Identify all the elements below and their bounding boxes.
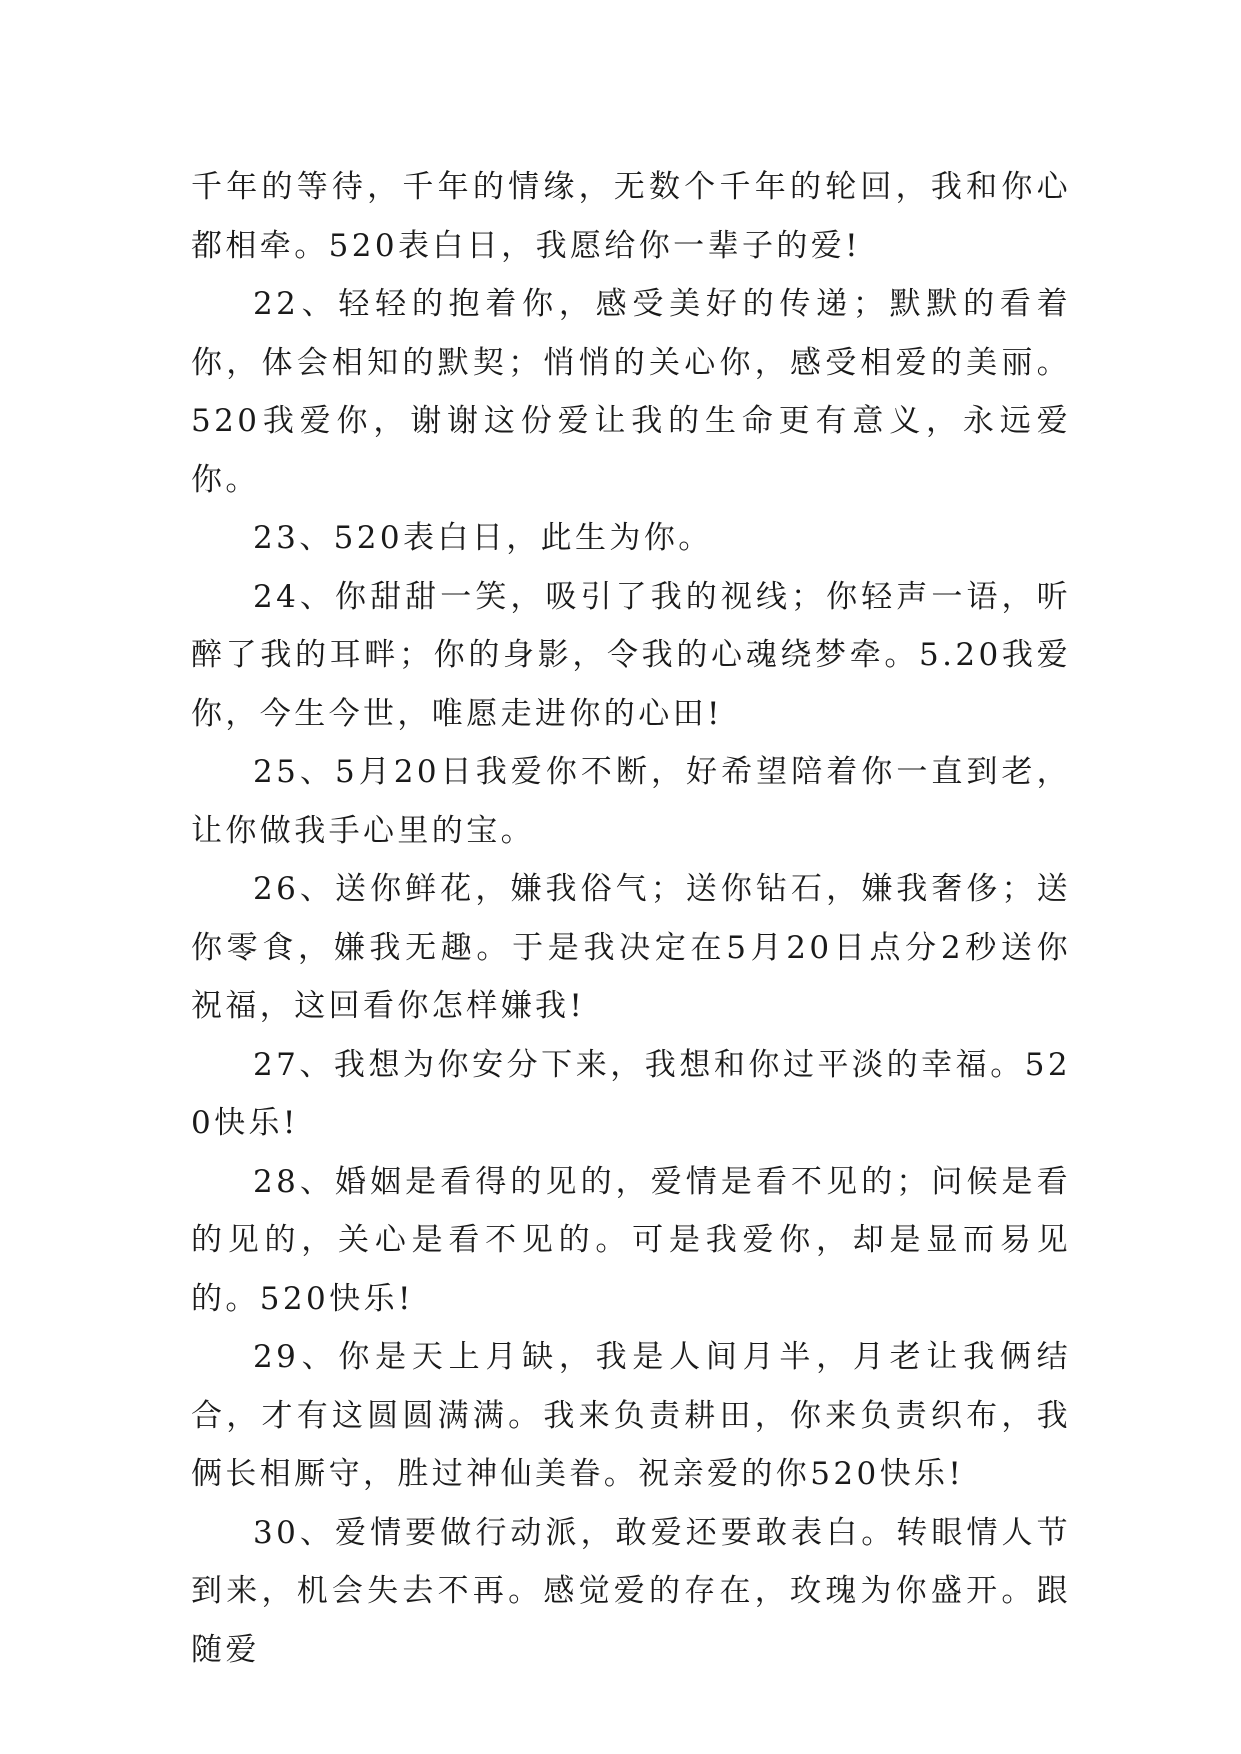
paragraph-30: 30、爱情要做行动派，敢爱还要敢表白。转眼情人节到来，机会失去不再。感觉爱的存在，玫瑰为你盛开。跟随爱 [191, 1514, 1071, 1668]
paragraph-23: 23、520表白日，此生为你。 [253, 520, 713, 556]
paragraph-28: 28、婚姻是看得的见的，爱情是看不见的；问候是看的见的，关心是看不见的。可是我爱你，却是显而易见的。520快乐! [191, 1163, 1071, 1317]
paragraph-22: 22、轻轻的抱着你，感受美好的传递；默默的看着你，体会相知的默契；悄悄的关心你，感受相爱的美丽。520我爱你，谢谢这份爱让我的生命更有意义，永远爱你。 [191, 286, 1071, 498]
paragraph-24: 24、你甜甜一笑，吸引了我的视线；你轻声一语，听醉了我的耳畔；你的身影，令我的心魂绕梦牵。5.20我爱你，今生今世，唯愿走进你的心田! [191, 578, 1071, 732]
paragraph-29: 29、你是天上月缺，我是人间月半，月老让我俩结合，才有这圆圆满满。我来负责耕田，你来负责织布，我俩长相厮守，胜过神仙美眷。祝亲爱的你520快乐! [191, 1339, 1071, 1492]
document-body [191, 158, 1071, 1679]
paragraph-continuation: 千年的等待，千年的情缘，无数个千年的轮回，我和你心都相牵。520表白日，我愿给你一辈子的爱! [191, 169, 1071, 264]
paragraph-25: 25、5月20日我爱你不断，好希望陪着你一直到老，让你做我手心里的宝。 [191, 754, 1071, 849]
paragraph-26: 26、送你鲜花，嫌我俗气；送你钻石，嫌我奢侈；送你零食，嫌我无趣。于是我决定在5月20日点分2秒送你祝福，这回看你怎样嫌我! [191, 871, 1071, 1024]
paragraph-27: 27、我想为你安分下来，我想和你过平淡的幸福。520快乐! [191, 1046, 1071, 1141]
